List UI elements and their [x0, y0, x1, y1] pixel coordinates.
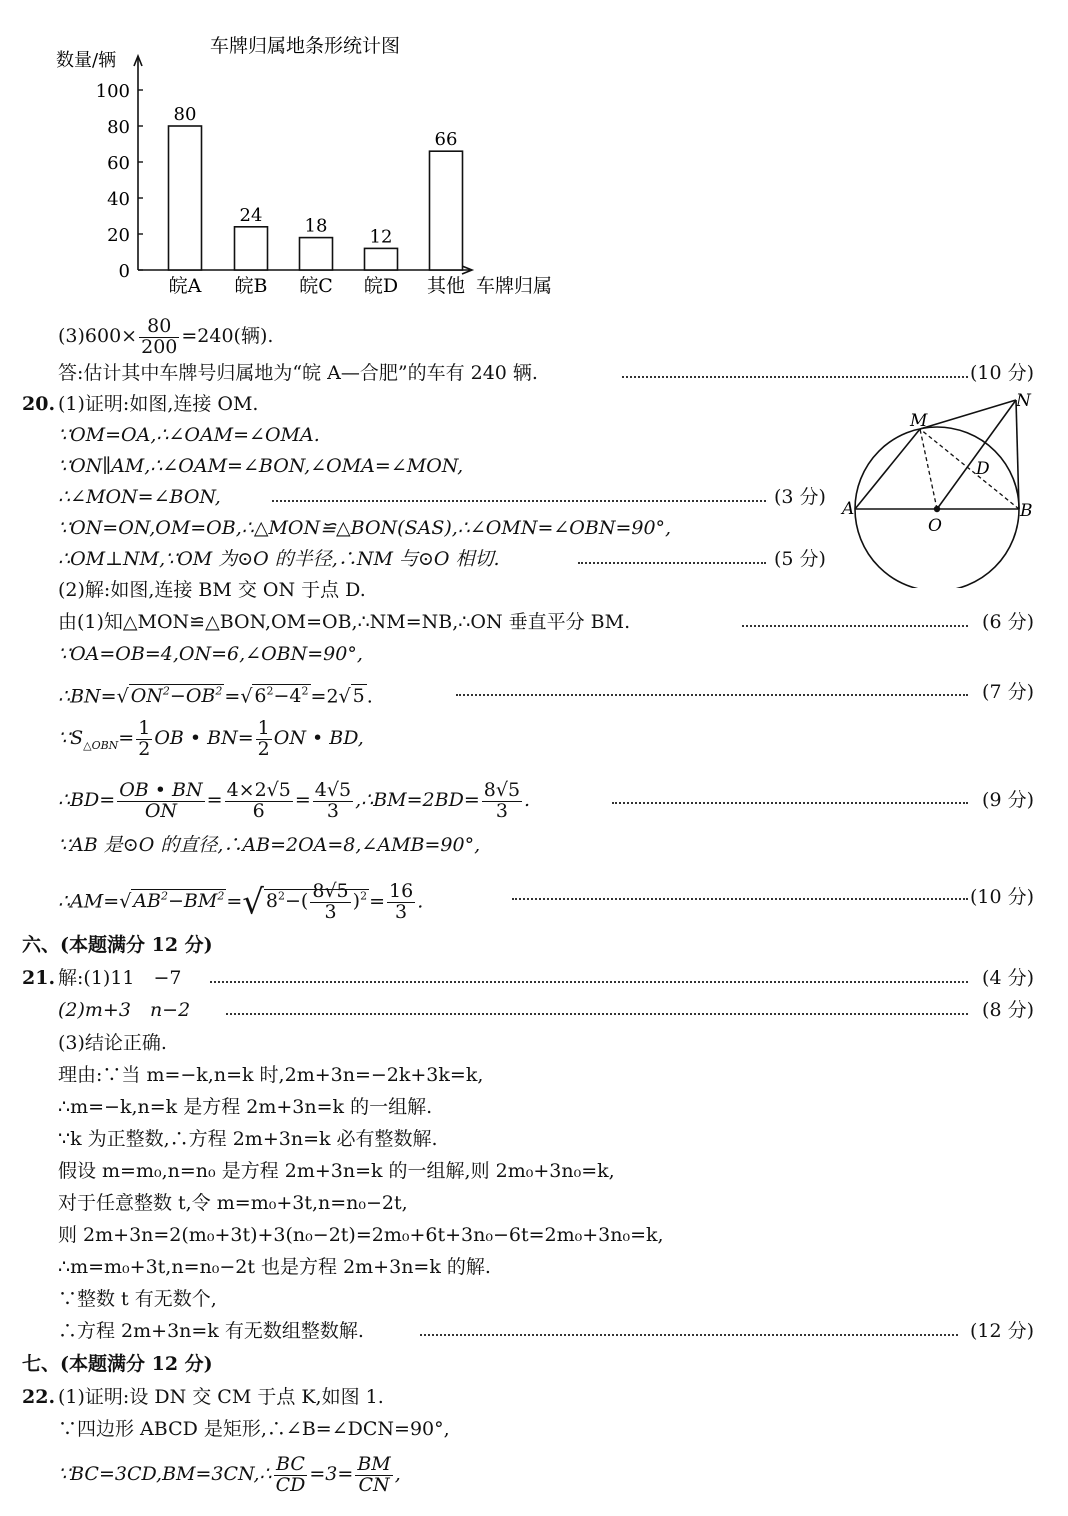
leader-dots	[622, 376, 968, 378]
solution-line: ∵k 为正整数,∴方程 2m+3n=k 必有整数解.	[58, 1128, 438, 1150]
fraction	[313, 778, 353, 822]
y-tick-label: 80	[107, 117, 130, 138]
solution-line: 对于任意整数 t,令 m=m₀+3t,n=n₀−2t,	[58, 1192, 408, 1214]
sqrt-expression: $ON^2-OB^2$	[130, 685, 223, 708]
eq-part: 6	[254, 685, 267, 708]
question-number: 20.	[22, 393, 56, 415]
eq-part: =	[118, 727, 135, 749]
frac-num: 4√5	[314, 778, 352, 801]
fraction	[355, 1452, 392, 1496]
solution-line: ∴∠MON=∠BON,	[58, 486, 221, 508]
bd-equation: ∴BD= $\frac{OB • BN}{ON}$ = $\frac{4\times 2√5}{6}$ = $\frac{4√5}{3}$ ,∴BM=2BD= $\frac{8√5}{3}$ .	[58, 778, 531, 822]
frac-num: 80	[139, 317, 179, 338]
frac-num: OB • BN	[119, 778, 203, 801]
solution-line: (2)m+3 n−2	[58, 999, 191, 1021]
sqrt-expression: $6^2-4^2$	[254, 685, 309, 708]
segment-bm-dashed	[920, 429, 1019, 509]
points-label: (10 分)	[969, 362, 1034, 384]
solution-line: ∵OA=OB=4,ON=6,∠OBN=90°,	[58, 643, 363, 665]
segment-on	[937, 400, 1016, 509]
solution-line: ∴方程 2m+3n=k 有无数组整数解.	[58, 1320, 364, 1342]
point-label-m: M	[910, 411, 928, 431]
points-label: (3 分)	[774, 486, 826, 508]
fraction-80-200	[139, 314, 179, 358]
bar-value-label: 18	[304, 215, 328, 237]
solution-line: ∴m=m₀+3t,n=n₀−2t 也是方程 2m+3n=k 的解.	[58, 1256, 491, 1278]
frac-num: 8√5	[483, 778, 521, 801]
frac-den: CD	[275, 1473, 306, 1496]
x-axis-label: 车牌归属	[476, 275, 553, 297]
bar-chart	[0, 0, 600, 310]
bar-3	[300, 238, 333, 270]
fraction-half	[136, 716, 152, 760]
solution-line: (2)解:如图,连接 BM 交 ON 于点 D.	[58, 579, 366, 601]
solution-line: 理由:∵当 m=−k,n=k 时,2m+3n=−2k+3k=k,	[58, 1064, 484, 1086]
frac-den: ON	[144, 799, 178, 822]
bar-1	[169, 126, 202, 270]
solution-line: 解:(1)11 −7	[58, 967, 182, 989]
solution-line: ∴OM⊥NM,∵OM 为⊙O 的半径,∴NM 与⊙O 相切.	[58, 548, 500, 570]
question-number: 21.	[22, 967, 56, 989]
eq-part: −BM	[167, 890, 218, 913]
point-label-b: B	[1020, 501, 1033, 521]
point-label-a: A	[842, 499, 855, 519]
fraction	[387, 879, 415, 923]
y-axis-label: 数量/辆	[56, 50, 117, 71]
solution-line: ∵ON=ON,OM=OB,∴△MON≌△BON(SAS),∴∠OMN=∠OBN=90°,	[58, 517, 672, 539]
calc-result: =240(辆).	[181, 325, 274, 347]
y-tick-label: 0	[118, 261, 130, 282]
sqrt-expression: 5	[352, 685, 365, 708]
solution-line: ∵ON∥AM,∴∠OAM=∠BON,∠OMA=∠MON,	[58, 455, 464, 477]
eq-part: △OBN	[83, 738, 119, 752]
fraction-half	[256, 716, 272, 760]
leader-dots	[226, 1013, 968, 1015]
solution-line: ∵OM=OA,∴∠OAM=∠OMA.	[58, 424, 320, 446]
points-label: (4 分)	[982, 967, 1034, 989]
leader-dots	[272, 500, 766, 502]
leader-dots	[742, 625, 968, 627]
sqrt-expression: $AB^2-BM^2$	[133, 890, 225, 913]
circle-figure	[840, 388, 1040, 588]
eq-part: −4	[273, 685, 302, 708]
solution-line: (1)证明:如图,连接 OM.	[58, 393, 259, 415]
eq-part: 8	[265, 890, 279, 913]
solution-line: ∴m=−k,n=k 是方程 2m+3n=k 的一组解.	[58, 1096, 433, 1118]
fraction	[117, 778, 204, 822]
section-heading: 七、(本题满分 12 分)	[22, 1353, 213, 1375]
eq-part: −OB	[169, 685, 216, 708]
question-number: 22.	[22, 1386, 56, 1408]
frac-num: BC	[274, 1455, 308, 1476]
frac-den: CN	[358, 1473, 390, 1496]
x-tick-label: 皖B	[234, 275, 268, 297]
eq-part: =2	[310, 685, 339, 708]
frac-den: 2	[138, 737, 151, 760]
bar-value-label: 12	[369, 226, 393, 248]
leader-dots	[578, 562, 766, 564]
frac-num: 8√5	[312, 879, 349, 902]
solution-line: ∵AB 是⊙O 的直径,∴AB=2OA=8,∠AMB=90°,	[58, 834, 481, 856]
points-label: (6 分)	[982, 611, 1034, 633]
y-tick-label: 60	[107, 153, 130, 174]
x-tick-label: 皖C	[299, 275, 333, 297]
segment-mn	[920, 400, 1016, 429]
solution-line: ∵四边形 ABCD 是矩形,∴∠B=∠DCN=90°,	[58, 1418, 450, 1440]
calc-prefix: (3)600×	[58, 325, 138, 347]
frac-den: 6	[252, 799, 265, 822]
leader-dots	[420, 1334, 958, 1336]
leader-dots	[210, 981, 968, 983]
leader-dots	[612, 802, 968, 804]
fraction	[310, 879, 350, 923]
leader-dots	[456, 694, 968, 696]
frac-den: 3	[395, 900, 408, 923]
leader-dots	[512, 898, 968, 900]
points-label: (7 分)	[982, 681, 1034, 703]
frac-num: 1	[257, 716, 270, 739]
fraction	[482, 778, 522, 822]
x-tick-label: 皖A	[168, 275, 202, 297]
sqrt-expression: $8^2-$( $\frac{8√5}{3}$ )$^2$	[265, 879, 368, 923]
points-label: (10 分)	[969, 886, 1034, 908]
frac-den: 200	[141, 335, 178, 358]
bar-value-label: 80	[173, 104, 197, 125]
am-equation: ∴AM=√ $AB^2-BM^2$ =√ $8^2-$( $\frac{8√5}{3}$ )$^2$ = $\frac{16}{3}$ .	[58, 879, 424, 923]
fraction	[225, 778, 293, 822]
eq-part: OB • BN=	[154, 727, 254, 749]
solution-line: (3)结论正确.	[58, 1032, 167, 1054]
points-label: (12 分)	[969, 1320, 1034, 1342]
eq-part: AB	[133, 890, 161, 913]
center-point	[934, 506, 940, 512]
x-tick-label: 皖D	[363, 275, 399, 297]
y-tick-label: 100	[95, 81, 130, 102]
bar-value-label: 24	[239, 204, 263, 226]
solution-line: 则 2m+3n=2(m₀+3t)+3(n₀−2t)=2m₀+6t+3n₀−6t=2m₀+3n₀=k,	[58, 1224, 664, 1246]
bar-value-label: 66	[434, 129, 458, 151]
chart-title: 车牌归属地条形统计图	[210, 35, 401, 57]
bar-5	[430, 151, 463, 270]
solution-line: (1)证明:设 DN 交 CM 于点 K,如图 1.	[58, 1386, 384, 1408]
bar-4	[365, 248, 398, 270]
bn-equation: ∴BN=√ $ON^2-OB^2$ =√ $6^2-4^2 =2√$ 5 .	[58, 685, 373, 708]
eq-part: ∵S	[58, 727, 84, 749]
eq-part: ON	[130, 685, 163, 708]
bar-2	[235, 227, 268, 270]
answer-text: 答:估计其中车牌号归属地为“皖 A—合肥”的车有 240 辆.	[58, 362, 538, 384]
frac-den: 3	[495, 799, 508, 822]
y-tick-label: 20	[107, 225, 130, 246]
solution-line: 假设 m=m₀,n=n₀ 是方程 2m+3n=k 的一组解,则 2m₀+3n₀=k,	[58, 1160, 615, 1182]
solution-line: ∵整数 t 有无数个,	[58, 1288, 217, 1310]
area-equation	[58, 714, 364, 770]
ratio-equation	[58, 1448, 401, 1500]
eq-part: ∴BD=	[58, 789, 116, 811]
eq-part: ∴AM=	[58, 890, 120, 913]
frac-num: 1	[138, 716, 151, 739]
fraction	[274, 1452, 308, 1496]
eq-part: ∴BN=	[58, 685, 117, 708]
eq-part: =3=	[309, 1463, 354, 1485]
frac-den: 3	[326, 799, 339, 822]
x-tick-label: 其他	[426, 275, 466, 297]
eq-part: ,	[394, 1463, 401, 1485]
points-label: (9 分)	[982, 789, 1034, 811]
eq-part: ∵BC=3CD,BM=3CN,∴	[58, 1463, 272, 1485]
points-label: (5 分)	[774, 548, 826, 570]
point-label-o: O	[928, 516, 942, 536]
frac-den: 2	[257, 737, 270, 760]
point-label-n: N	[1016, 391, 1031, 411]
eq-part: ON • BD,	[273, 727, 364, 749]
frac-den: 3	[324, 900, 337, 923]
section-heading: 六、(本题满分 12 分)	[22, 934, 213, 956]
point-label-d: D	[976, 459, 990, 479]
eq-part: =	[224, 685, 241, 708]
points-label: (8 分)	[982, 999, 1034, 1021]
frac-num: BM	[357, 1452, 391, 1475]
solution-line: 由(1)知△MON≌△BON,OM=OB,∴NM=NB,∴ON 垂直平分 BM.	[58, 611, 631, 633]
frac-num: 16	[389, 879, 414, 902]
eq-part: ,∴BM=2BD=	[355, 789, 480, 811]
y-tick-label: 40	[107, 189, 130, 210]
frac-num: 4×2√5	[226, 778, 291, 801]
